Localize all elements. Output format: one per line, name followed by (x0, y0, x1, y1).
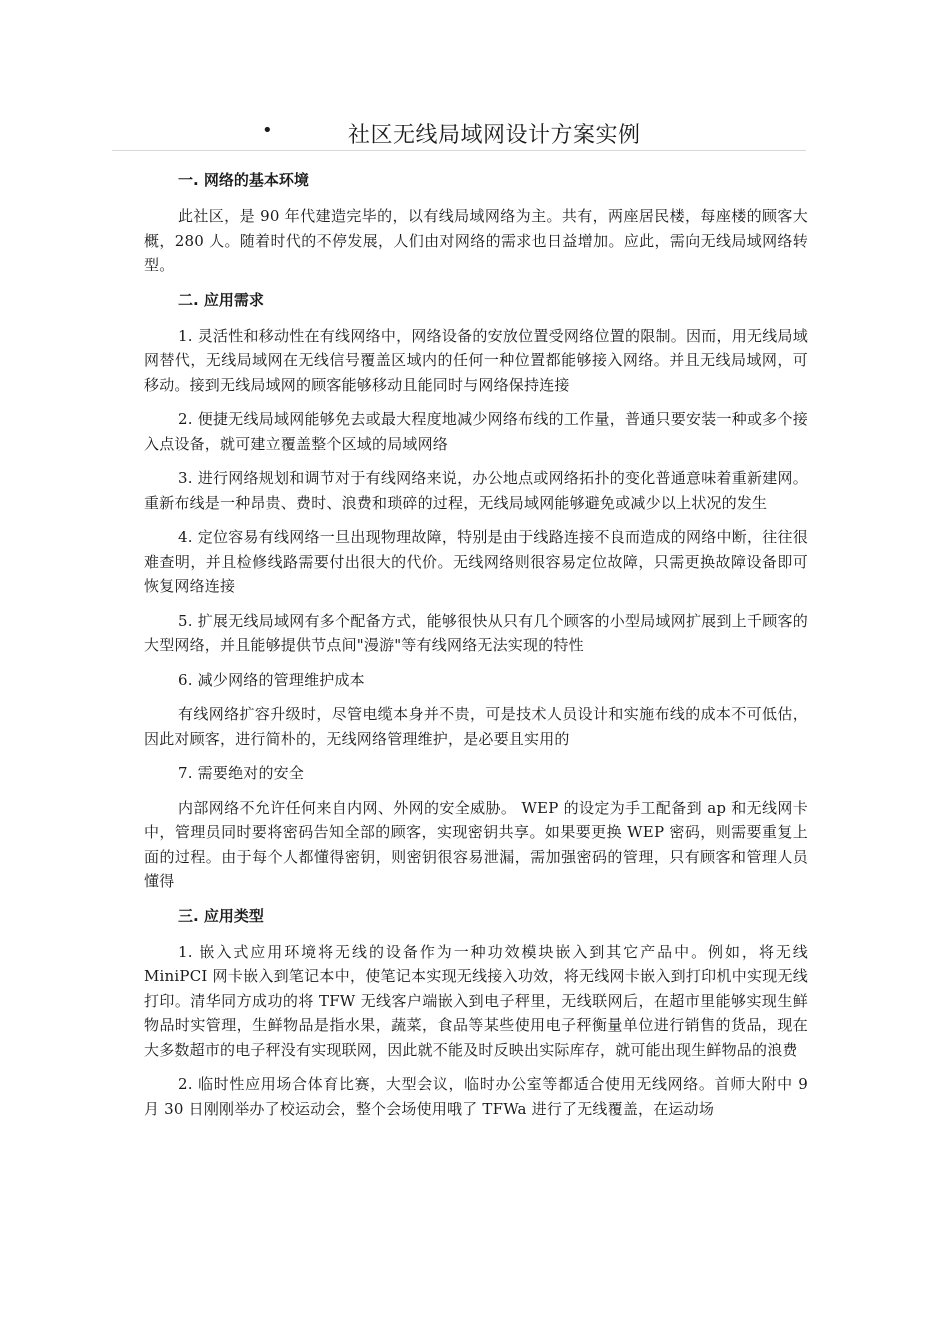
paragraph: 3. 进行网络规划和调节对于有线网络来说，办公地点或网络拓扑的变化普通意味着重新建网。重新布线是一种昂贵、费时、浪费和琐碎的过程，无线局域网能够避免或减少以上状况的发生 (144, 469, 808, 512)
paragraph: 5. 扩展无线局域网有多个配备方式，能够很快从只有几个顾客的小型局域网扩展到上千顾客的大型网络，并且能够提供节点间"漫游"等有线网络无法实现的特性 (144, 611, 808, 654)
paragraph: 2. 临时性应用场合体育比赛，大型会议，临时办公室等都适合使用无线网络。首师大附中 9 月 30 日刚刚举办了校运动会，整个会场使用哦了 TFWa 进行了无线覆盖，在运动场 (144, 1075, 808, 1118)
paragraph: 有线网络扩容升级时，尽管电缆本身并不贵，可是技术人员设计和实施布线的成本不可低估，因此对顾客，进行简朴的，无线网络管理维护，是必要且实用的 (144, 705, 808, 748)
paragraph: 内部网络不允许任何来自内网、外网的安全威胁。 WEP 的设定为手工配备到 ap 和无线网卡中，管理员同时要将密码告知全部的顾客，实现密钥共享。如果要更换 WEP 密码，则需要重复上面的过程。由于每个人都懂得密钥，则密钥很容易泄漏，需加强密码的管理，只有顾客和管理人员懂得 (144, 798, 808, 890)
document-body (144, 168, 808, 1131)
paragraph: 4. 定位容易有线网络一旦出现物理故障，特别是由于线路连接不良而造成的网络中断，往往很难查明，并且检修线路需要付出很大的代价。无线网络则很容易定位故障，只需更换故障设备即可恢复网络连接 (144, 528, 808, 595)
paragraph: 1. 灵活性和移动性在有线网络中，网络设备的安放位置受网络位置的限制。因而，用无线局域网替代，无线局域网在无线信号覆盖区域内的任何一种位置都能够接入网络。并且无线局域网，可移动。接到无线局域网的顾客能够移动且能同时与网络保持连接 (144, 326, 808, 394)
title-bullet: • (262, 120, 273, 141)
paragraph: 7. 需要绝对的安全 (178, 764, 305, 782)
paragraph: 1. 嵌入式应用环境将无线的设备作为一种功效模块嵌入到其它产品中。例如，将无线 MiniPCI 网卡嵌入到笔记本中，使笔记本实现无线接入功效，将无线网卡嵌入到打印机中实现无线打印。清华同方成功的将 TFW 无线客户端嵌入到电子秤里，无线联网后，在超市里能够实现生鲜物品时实管理，生鲜物品是指水果，蔬菜，食品等某些使用电子秤衡量单位进行销售的货品，现在大多数超市的电子秤没有实现联网，因此就不能及时反映出实际库存，就可能出现生鲜物品的浪费 (144, 942, 808, 1059)
title-row (112, 118, 806, 151)
paragraph: 此社区，是 90 年代建造完毕的，以有线局域网络为主。共有，两座居民楼，每座楼的顾客大概，280 人。随着时代的不停发展，人们由对网络的需求也日益增加。应此，需向无线局域网络转型。 (144, 207, 808, 274)
paragraph: 2. 便捷无线局域网能够免去或最大程度地减少网络布线的工作量，普通只要安装一种或多个接入点设备，就可建立覆盖整个区域的局域网络 (144, 410, 808, 453)
section-heading: 二. 应用需求 (178, 290, 264, 309)
page-title: 社区无线局域网设计方案实例 (348, 123, 641, 148)
paragraph: 6. 减少网络的管理维护成本 (178, 670, 365, 689)
section-heading: 一. 网络的基本环境 (178, 171, 309, 189)
section-heading: 三. 应用类型 (178, 906, 264, 925)
